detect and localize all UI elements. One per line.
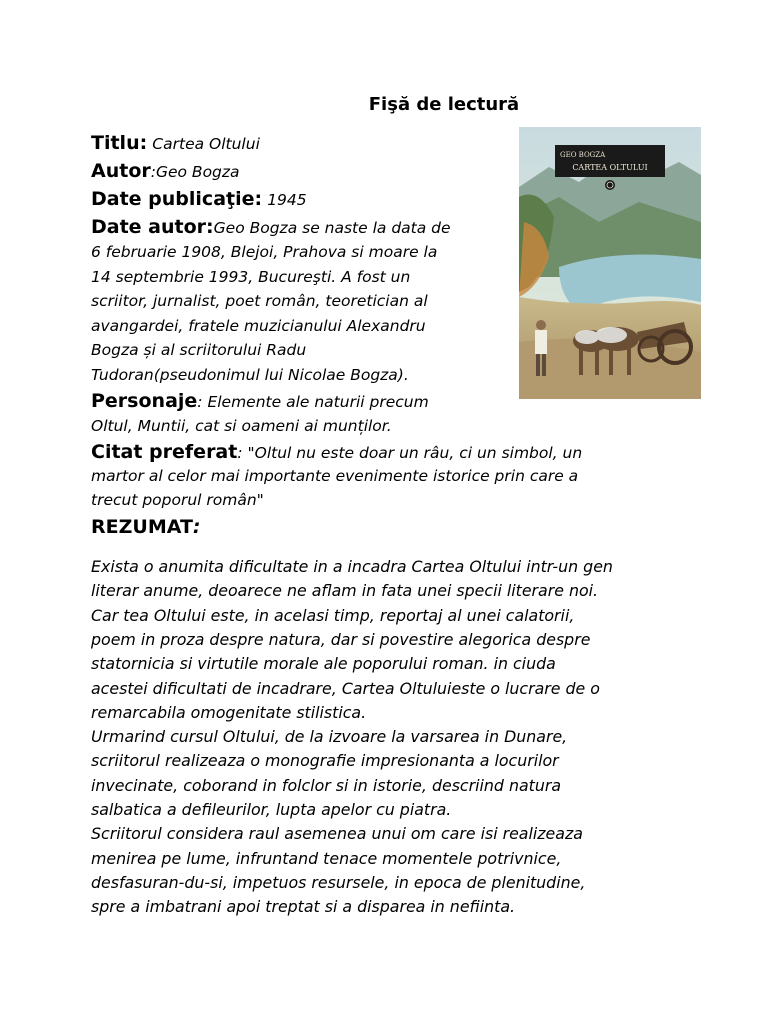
- rezumat-line: Urmarind cursul Oltului, de la izvoare la varsarea in Dunare,: [91, 727, 568, 746]
- rezumat-line: poem in proza despre natura, dar si povestire alegorica despre: [91, 630, 591, 649]
- rezumat-line: salbatica a defileurilor, lupta apelor cu piatra.: [91, 800, 452, 819]
- date-autor-line: avangardei, fratele muzicianului Alexandru: [91, 317, 426, 335]
- rezumat-line: spre a imbatrani apoi treptat si a disparea in nefiinta.: [91, 897, 516, 916]
- rezumat-line: menirea pe lume, infruntand tenace momentele potrivnice,: [91, 849, 562, 868]
- date-autor-line: Geo Bogza se naste la data de: [213, 219, 451, 237]
- rezumat-line: desfasuran-du-si, impetuos resursele, in epoca de plenitudine,: [91, 873, 586, 892]
- date-autor-line: 14 septembrie 1993, Bucureşti. A fost un: [91, 268, 411, 286]
- cover-author: GEO BOGZA: [560, 151, 606, 159]
- date-autor-line: Tudoran(pseudonimul lui Nicolae Bogza).: [91, 366, 409, 384]
- field-date-publicatie: [91, 188, 307, 210]
- date-autor-label: Date autor:: [91, 216, 214, 238]
- field-autor: [91, 160, 240, 182]
- rezumat-line: acestei dificultati de incadrare, Cartea Oltuluieste o lucrare de o: [91, 679, 600, 698]
- titlu-value: Cartea Oltului: [152, 135, 260, 153]
- rezumat-line: Car tea Oltului este, in acelasi timp, reportaj al unei calatorii,: [91, 606, 575, 625]
- titlu-label: Titlu:: [91, 132, 148, 154]
- page-title: Fişă de lectură: [368, 94, 520, 115]
- rezumat-line: Exista o anumita dificultate in a incadra Cartea Oltului intr-un gen: [91, 557, 613, 576]
- autor-value: :Geo Bogza: [150, 163, 240, 181]
- field-citat: [91, 441, 582, 463]
- rezumat-line: statornicia si virtutile morale ale poporului roman. in ciuda: [91, 654, 556, 673]
- rezumat-colon: :: [192, 516, 201, 538]
- date-autor-line: Bogza și al scriitorului Radu: [91, 341, 307, 359]
- date-autor-line: scriitor, jurnalist, poet român, teoretician al: [91, 292, 428, 310]
- rezumat-label: REZUMAT: [91, 516, 193, 538]
- rezumat-line: scriitorul realizeaza o monografie impresionanta a locurilor: [91, 751, 559, 770]
- date-publicatie-value: 1945: [267, 191, 307, 209]
- field-date-autor: [91, 216, 451, 238]
- rezumat-heading: [91, 516, 201, 538]
- personaje-label: Personaje: [91, 390, 198, 412]
- book-cover-image: [519, 127, 701, 399]
- rezumat-line: invecinate, coborand in folclor si in istorie, descriind natura: [91, 776, 562, 795]
- citat-label: Citat preferat: [91, 441, 238, 463]
- rezumat-line: Scriitorul considera raul asemenea unui om care isi realizeaza: [91, 824, 583, 843]
- cover-title: CARTEA OLTULUI: [572, 163, 648, 172]
- date-publicatie-label: Date publicaţie:: [91, 188, 263, 210]
- field-titlu: [91, 132, 260, 154]
- personaje-line: Oltul, Muntii, cat si oameni ai munților.: [91, 417, 392, 435]
- citat-line: : "Oltul nu este doar un râu, ci un simbol, un: [237, 444, 583, 462]
- rezumat-line: literar anume, deoarece ne aflam in fata unei specii literare noi.: [91, 581, 599, 600]
- field-personaje: [91, 390, 429, 412]
- citat-line: martor al celor mai importante evenimente istorice prin care a: [91, 467, 579, 485]
- autor-label: Autor: [91, 160, 151, 182]
- rezumat-line: remarcabila omogenitate stilistica.: [91, 703, 367, 722]
- date-autor-line: 6 februarie 1908, Blejoi, Prahova si moare la: [91, 243, 438, 261]
- citat-line: trecut poporul român": [91, 491, 264, 509]
- personaje-line: : Elemente ale naturii precum: [197, 393, 429, 411]
